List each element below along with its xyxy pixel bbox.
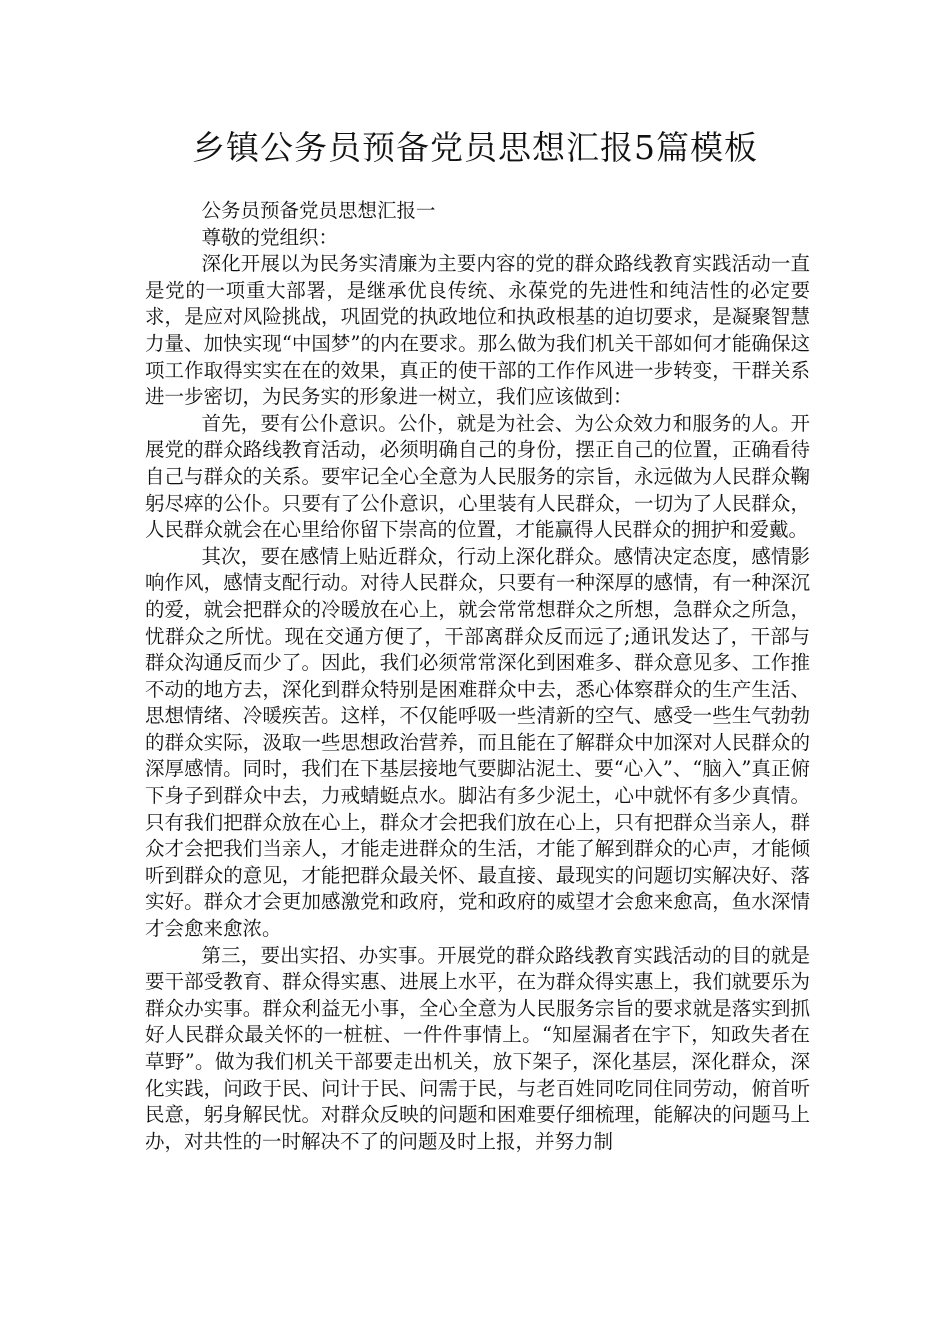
salutation: 尊敬的党组织： bbox=[201, 225, 339, 249]
paragraph-2: 首先，要有公仆意识。公仆，就是为社会、为公众效力和服务的人。开展党的群众路线教育活动，必须明确自己的身份，摆正自己的位置，正确看待自己与群众的关系。要牢记全心全意为人民服务的宗旨，永远做为人民群众鞠躬尽瘁的公仆。只要有了公仆意识，心里装有人民群众，一切为了人民群众，人民群众就会在心里给你留下崇高的位置，才能赢得人民群众的拥护和爱戴。 bbox=[145, 411, 810, 542]
section-heading: 公务员预备党员思想汇报一 bbox=[201, 199, 436, 222]
paragraph-3: 其次，要在感情上贴近群众，行动上深化群众。感情决定态度，感情影响作风，感情支配行动。对待人民群众，只要有一种深厚的感情，有一种深沉的爱，就会把群众的冷暖放在心上，就会常常想群众之所想，急群众之所急，忧群众之所忧。现在交通方便了，干部离群众反而远了;通讯发达了，干部与群众沟通反而少了。因此，我们必须常常深化到困难多、群众意见多、工作推不动的地方去，深化到群众特别是困难群众中去，悉心体察群众的生产生活、思想情绪、冷暖疾苦。这样，不仅能呼吸一些清新的空气、感受一些生气勃勃的群众实际，汲取一些思想政治营养，而且能在了解群众中加深对人民群众的深厚感情。同时，我们在下基层接地气要脚沾泥土、要“心入”、“脑入”真正俯下身子到群众中去，力戒蜻蜓点水。脚沾有多少泥土，心中就怀有多少真情。只有我们把群众放在心上，群众才会把我们放在心上，只有把群众当亲人，群众才会把我们当亲人，才能走进群众的生活，才能了解到群众的心声，才能倾听到群众的意见，才能把群众最关怀、最直接、最现实的问题切实解决好、落实好。群众才会更加感激党和政府，党和政府的威望才会愈来愈高，鱼水深情才会愈来愈浓。 bbox=[145, 544, 810, 941]
document-body bbox=[145, 198, 810, 1155]
document-title: 乡镇公务员预备党员思想汇报5篇模板 bbox=[192, 128, 758, 167]
paragraph-4: 第三，要出实招、办实事。开展党的群众路线教育实践活动的目的就是要干部受教育、群众得实惠、进展上水平，在为群众得实惠上，我们就要乐为群众办实事。群众利益无小事，全心全意为人民服务宗旨的要求就是落实到抓好人民群众最关怀的一桩桩、一件件事情上。“知屋漏者在宇下，知政失者在草野”。做为我们机关干部要走出机关，放下架子，深化基层，深化群众，深化实践，问政于民、问计于民、问需于民，与老百姓同吃同住同劳动，俯首听民意，躬身解民忧。对群众反映的问题和困难要仔细梳理，能解决的问题马上办，对共性的一时解决不了的问题及时上报，并努力制 bbox=[145, 943, 810, 1153]
paragraph-1: 深化开展以为民务实清廉为主要内容的党的群众路线教育实践活动一直是党的一项重大部署，是继承优良传统、永葆党的先进性和纯洁性的必定要求，是应对风险挑战，巩固党的执政地位和执政根基的迫切要求，是凝聚智慧力量、加快实现“中国梦”的内在要求。那么做为我们机关干部如何才能确保这项工作取得实实在在的效果，真正的使干部的工作作风进一步转变，干群关系进一步密切，为民务实的形象进一树立，我们应该做到： bbox=[145, 252, 810, 409]
